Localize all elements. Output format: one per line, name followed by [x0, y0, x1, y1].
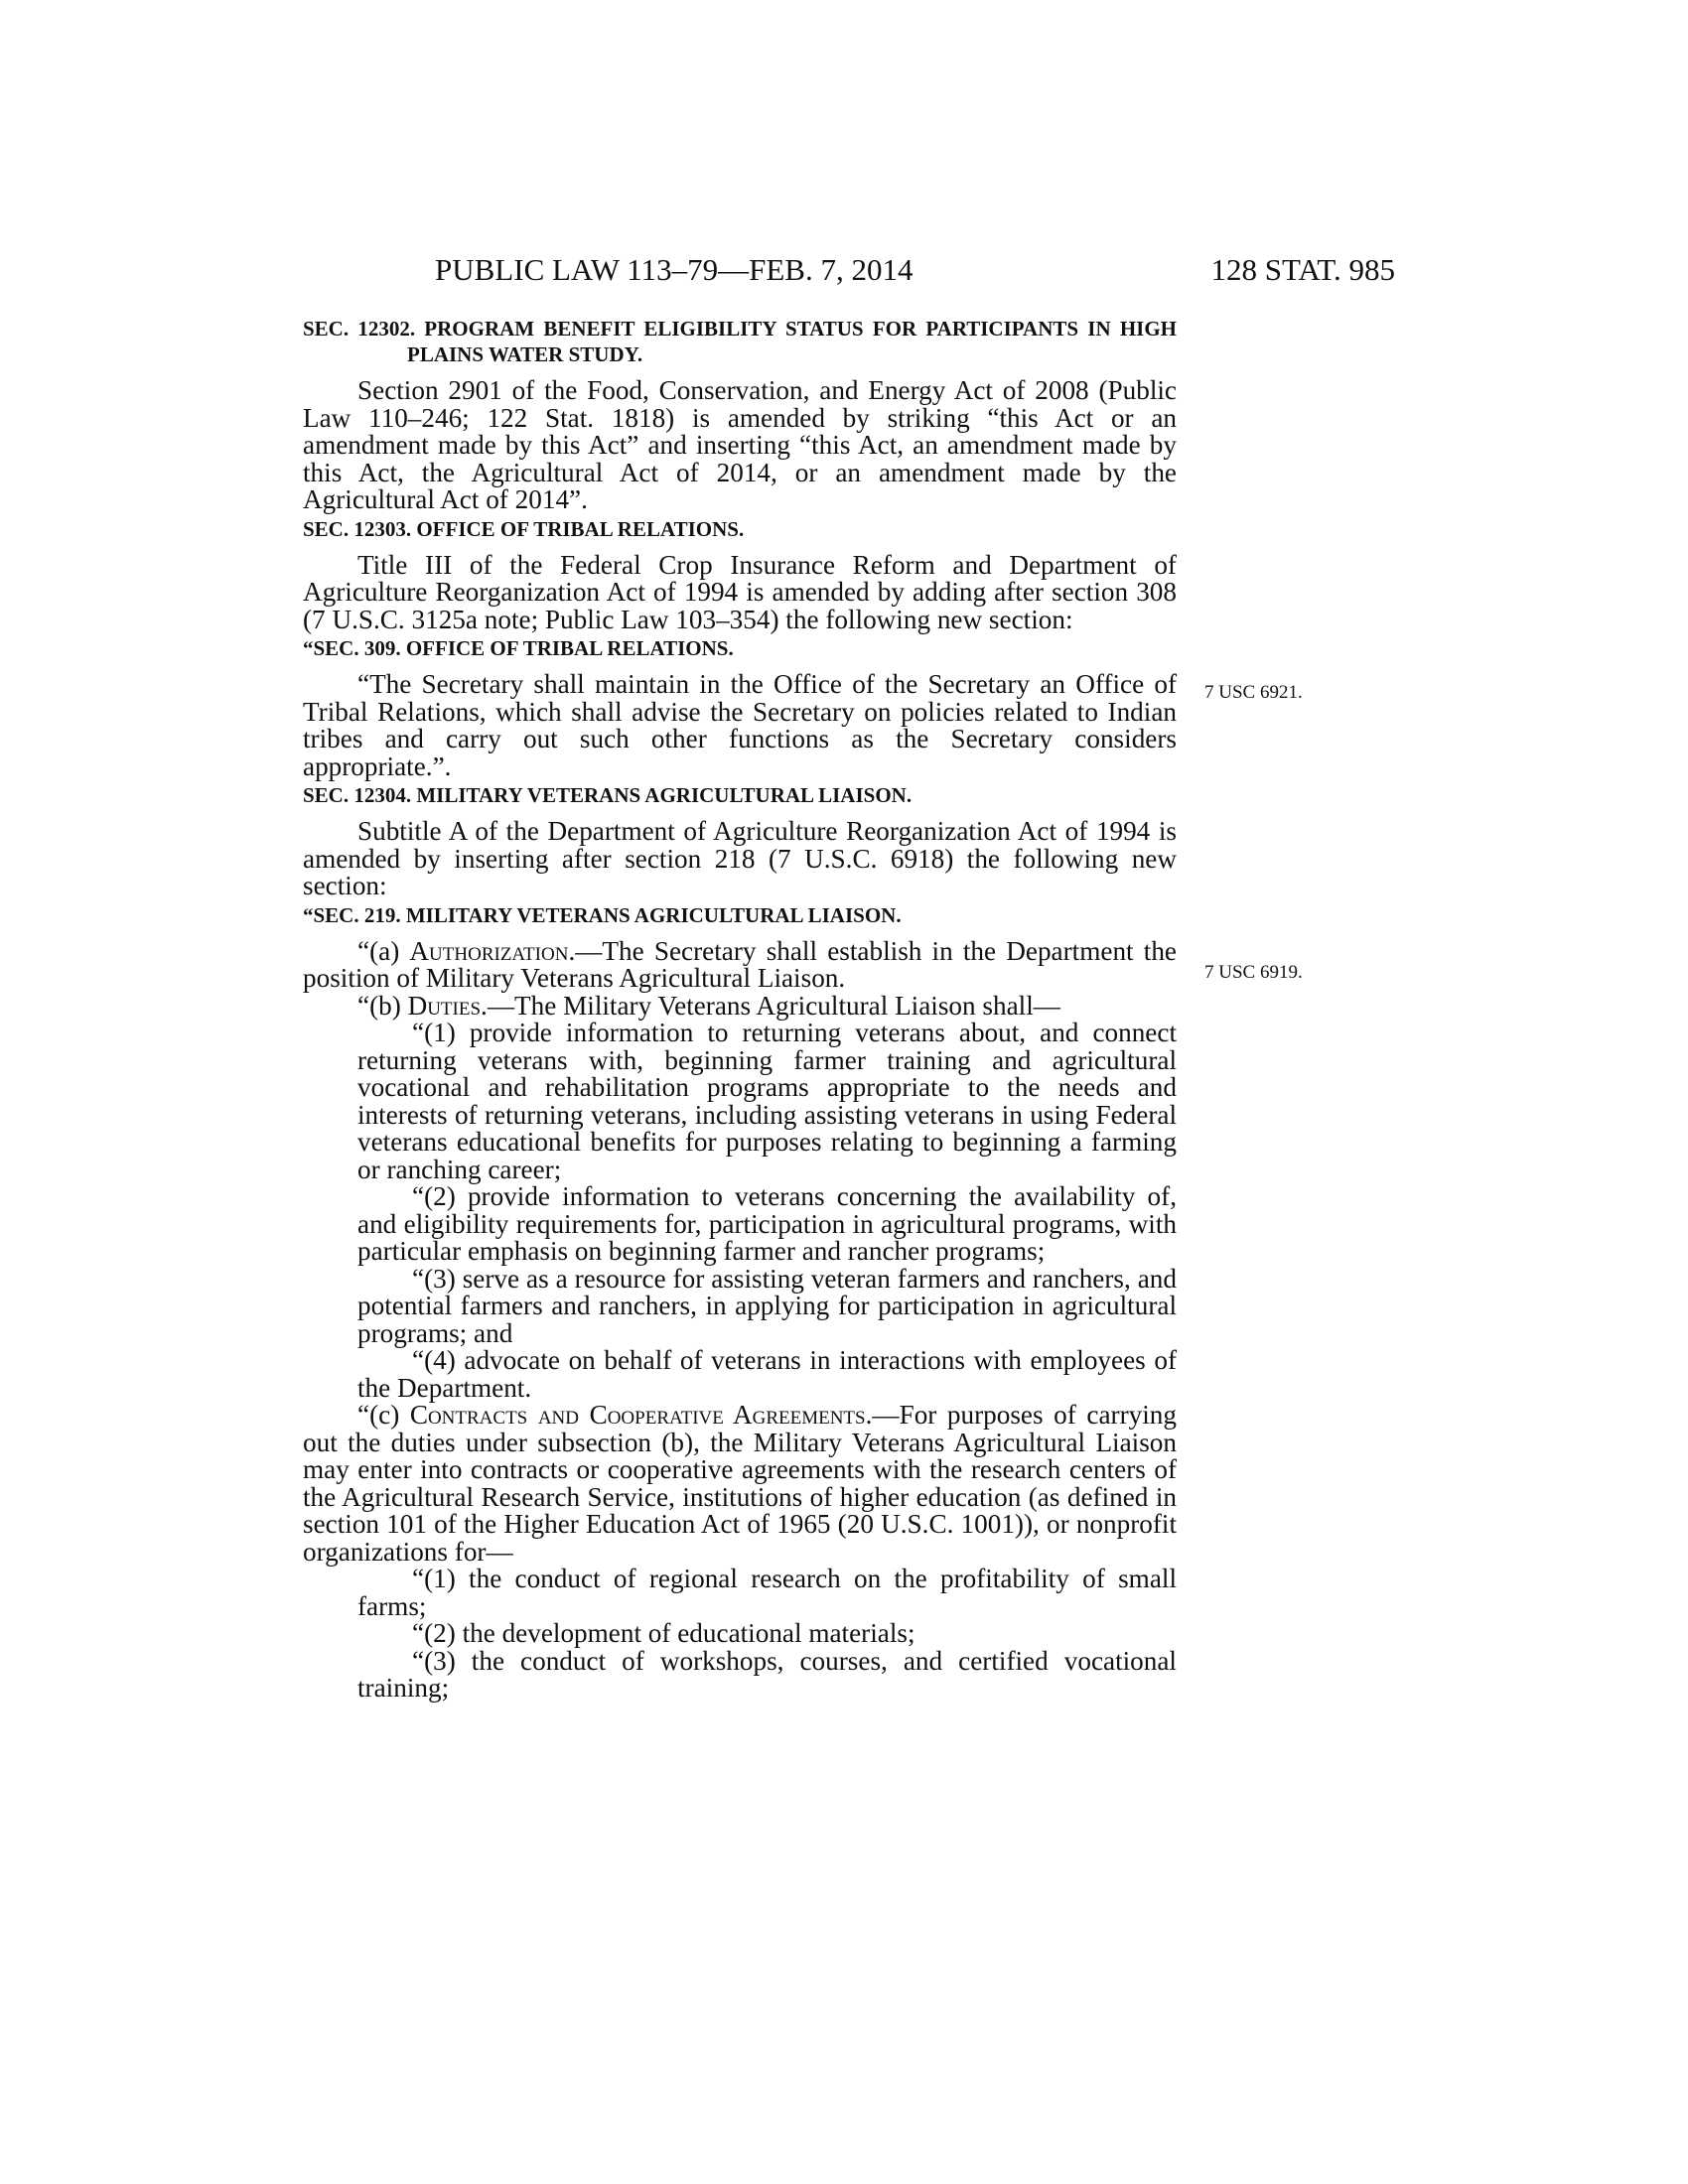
section-heading-12302: SEC. 12302. PROGRAM BENEFIT ELIGIBILITY STATUS FOR PARTICIPANTS IN HIGH PLAINS WATER STUDY. [303, 317, 1177, 366]
subsection-b [303, 990, 1177, 1021]
paragraph-c3: “(3) the conduct of workshops, courses, and certified vocational training; [357, 1645, 1177, 1703]
paragraph-c1: “(1) the conduct of regional research on the profitability of small farms; [357, 1564, 1177, 1621]
margin-note-sec-309: 7 USC 6921. [1204, 682, 1303, 703]
section-heading-12303: SEC. 12303. OFFICE OF TRIBAL RELATIONS. [303, 516, 745, 541]
paragraph-b1: “(1) provide information to returning veterans about, and connect returning veterans with, beginning farmer training and agricultural vocational and rehabilitation programs appropriate to the needs and interests of returning veterans, including assisting veterans in using Federal veterans educational benefits for purposes relating to beginning a farming or ranching career; [357, 1018, 1177, 1184]
subsection-a-caption: Authorization [409, 935, 569, 966]
subsection-c-prefix: “(c) [357, 1400, 410, 1430]
section-body-12303: Title III of the Federal Crop Insurance Reform and Department of Agriculture Reorganization Act of 1994 is amended by adding after section 308 (7 U.S.C. 3125a note; Public Law 103–354) the following new section: [303, 549, 1177, 634]
paragraph-c2: “(2) the development of educational materials; [412, 1618, 915, 1648]
section-heading-309: “SEC. 309. OFFICE OF TRIBAL RELATIONS. [303, 636, 734, 660]
section-body-309: “The Secretary shall maintain in the Office of the Secretary an Office of Tribal Relations, which shall advise the Secretary on policies related to Indian tribes and carry out such other functions as the Secretary considers appropriate.”. [303, 669, 1177, 781]
paragraph-b2: “(2) provide information to veterans concerning the availability of, and eligibility requirements for, participation in agricultural programs, with particular emphasis on beginning farmer and rancher programs; [357, 1181, 1177, 1266]
main-text [303, 316, 1177, 1703]
subsection-a-prefix: “(a) [357, 935, 410, 966]
section-body-12304: Subtitle A of the Department of Agriculture Reorganization Act of 1994 is amended by inserting after section 218 (7 U.S.C. 6918) the following new section: [303, 816, 1177, 900]
statute-page-number: 128 STAT. 985 [1210, 252, 1395, 287]
subsection-a [303, 935, 1177, 993]
margin-note-sec-219: 7 USC 6919. [1204, 962, 1303, 983]
subsection-c [303, 1402, 1177, 1566]
public-law-citation: PUBLIC LAW 113–79—FEB. 7, 2014 [435, 252, 914, 287]
subsection-b-caption: Duties [407, 990, 482, 1021]
paragraph-b3: “(3) serve as a resource for assisting veteran farmers and ranchers, and potential farmers and ranchers, in applying for participation in agricultural programs; and [357, 1263, 1177, 1348]
subsection-c-caption: Contracts and Cooperative Agreements [409, 1400, 866, 1430]
section-body-12302: Section 2901 of the Food, Conservation, and Energy Act of 2008 (Public Law 110–246; 122 Stat. 1818) is amended by striking “this Act or an amendment made by this Act” and inserting “this Act, an amendment made by this Act, the Agricultural Act of 2014, or an amendment made by the Agricultural Act of 2014”. [303, 375, 1177, 514]
subsection-b-prefix: “(b) [357, 990, 408, 1021]
subsection-a-text: .—The Secretary shall establish in the Department the position of Military Veterans Agricultural Liaison. [303, 935, 1177, 993]
paragraph-b4: “(4) advocate on behalf of veterans in interactions with employees of the Department. [357, 1345, 1177, 1403]
section-heading-12304: SEC. 12304. MILITARY VETERANS AGRICULTURAL LIAISON. [303, 783, 913, 807]
running-head [303, 250, 1395, 290]
subsection-c-text: .—For purposes of carrying out the duties under subsection (b), the Military Veterans Agricultural Liaison may enter into contracts or cooperative agreements with the research centers of the Agricultural Research Service, institutions of higher education (as defined in section 101 of the Higher Education Act of 1965 (20 U.S.C. 1001)), or nonprofit organizations for— [303, 1400, 1177, 1567]
subsection-b-text: .—The Military Veterans Agricultural Liaison shall— [481, 990, 1060, 1021]
section-heading-219: “SEC. 219. MILITARY VETERANS AGRICULTURAL LIAISON. [303, 902, 902, 927]
